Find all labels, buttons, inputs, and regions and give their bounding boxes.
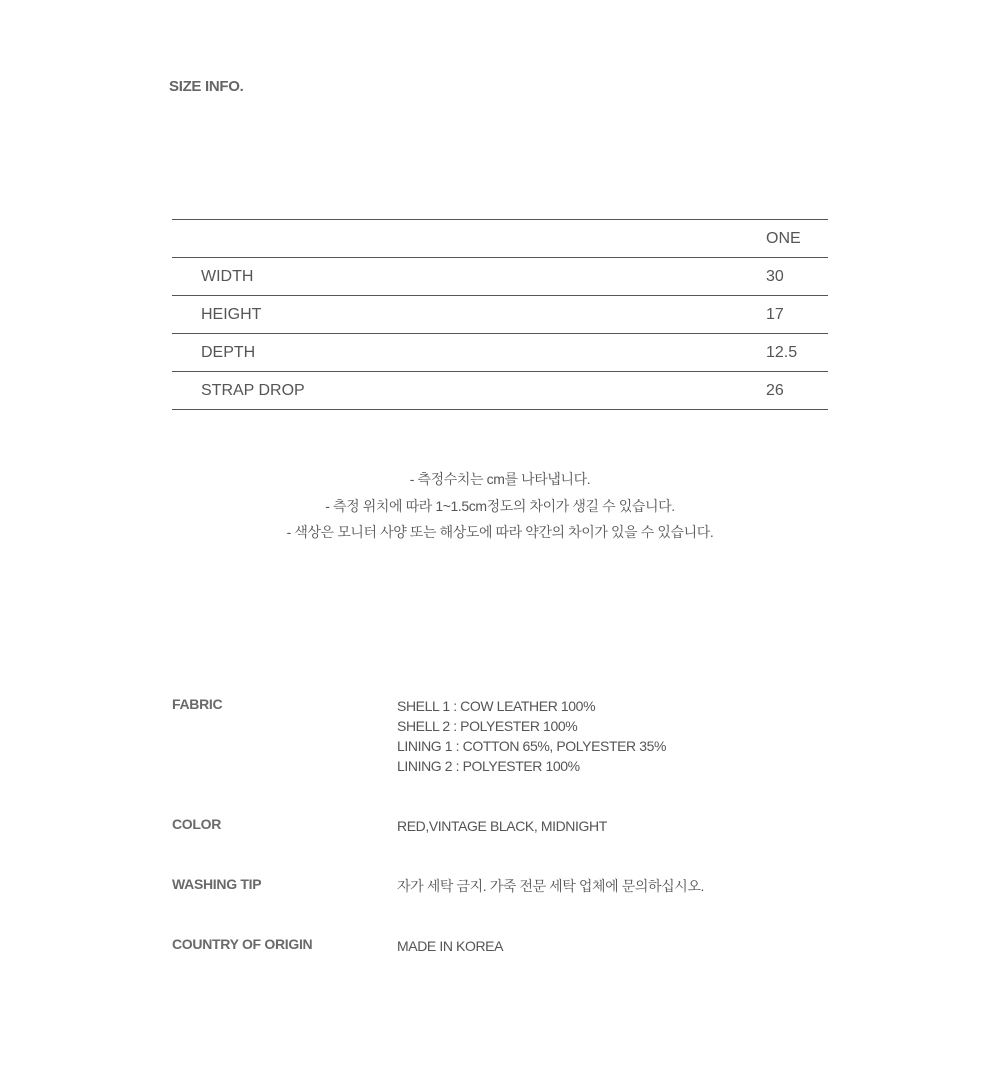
row-label-depth: DEPTH <box>201 343 256 361</box>
country-of-origin-value <box>397 936 503 956</box>
header-size-one: ONE <box>766 229 801 247</box>
row-label-strap-drop: STRAP DROP <box>201 381 305 399</box>
fabric-label: FABRIC <box>172 696 223 712</box>
note-line: - 측정수치는 cm를 나타냅니다. <box>409 471 591 487</box>
washing-tip-value <box>397 876 704 896</box>
table-header-row <box>172 220 828 258</box>
row-label-width: WIDTH <box>201 267 254 285</box>
row-value-depth: 12.5 <box>766 343 798 361</box>
row-value-height: 17 <box>766 305 784 323</box>
row-label-height: HEIGHT <box>201 305 262 323</box>
fabric-line: LINING 2 : POLYESTER 100% <box>397 758 580 774</box>
row-value-strap-drop: 26 <box>766 381 784 399</box>
note-line: - 색상은 모니터 사양 또는 해상도에 따라 약간의 차이가 있을 수 있습니다. <box>286 524 714 540</box>
washing-tip-label: WASHING TIP <box>172 876 262 892</box>
size-table <box>172 219 828 410</box>
country-of-origin-label: COUNTRY OF ORIGIN <box>172 936 313 952</box>
table-row <box>172 258 828 296</box>
note-line: - 측정 위치에 따라 1~1.5cm정도의 차이가 생길 수 있습니다. <box>325 497 675 514</box>
header-label-cell <box>172 220 766 258</box>
fabric-line: LINING 1 : COTTON 65%, POLYESTER 35% <box>397 738 667 754</box>
color-label: COLOR <box>172 816 222 832</box>
color-value <box>397 816 607 836</box>
color-line: RED,VINTAGE BLACK, MIDNIGHT <box>397 818 607 834</box>
size-info-title: SIZE INFO. <box>169 78 244 95</box>
fabric-line: SHELL 2 : POLYESTER 100% <box>397 718 578 734</box>
table-row <box>172 334 828 372</box>
row-value-width: 30 <box>766 267 784 285</box>
table-row <box>172 296 828 334</box>
fabric-values <box>397 696 666 776</box>
table-row <box>172 372 828 410</box>
fabric-line: SHELL 1 : COW LEATHER 100% <box>397 698 596 714</box>
measurement-notes <box>0 466 1000 546</box>
washing-tip-line: 자가 세탁 금지. 가죽 전문 세탁 업체에 문의하십시오. <box>397 878 705 894</box>
country-of-origin-line: MADE IN KOREA <box>397 938 504 954</box>
